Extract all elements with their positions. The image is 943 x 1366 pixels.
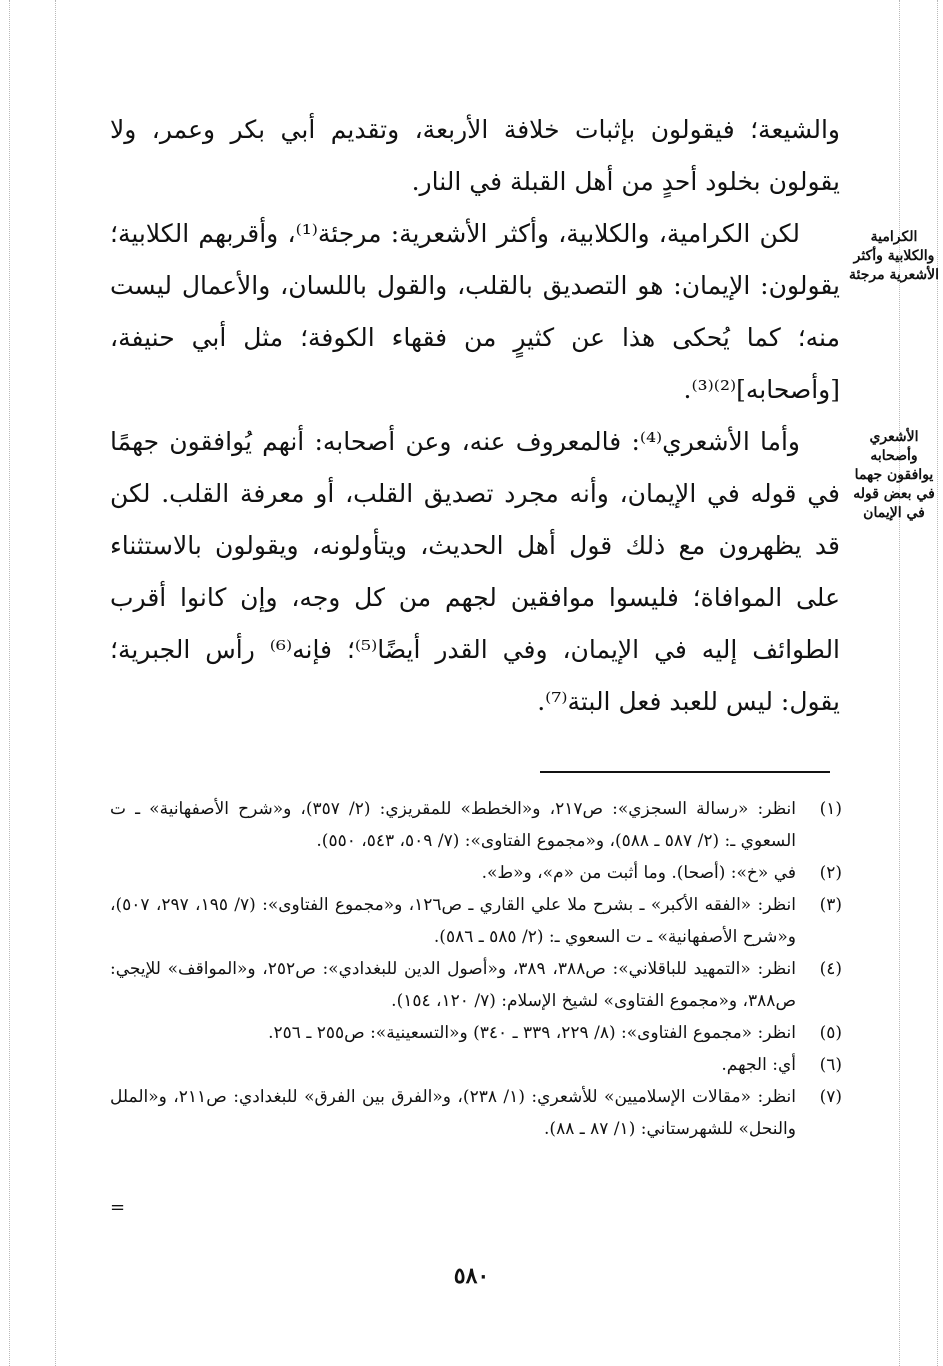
footnote-number: (٤) (819, 959, 842, 979)
page-number: ٥٨٠ (453, 1263, 490, 1289)
footnote (110, 1049, 842, 1081)
footnote-number: (١) (819, 799, 842, 819)
continuation-mark: = (110, 1197, 126, 1218)
paragraph: والشيعة؛ فيقولون بإثبات خلافة الأربعة، وتقديم أبي بكر وعمر، ولا يقولون بخلود أحدٍ من أهل القبلة في النار. (110, 115, 840, 196)
margin-heading: الأشعري وأصحابه يوافقون جهما في بعض قوله في الإيمان (853, 429, 935, 521)
footnote (110, 889, 842, 953)
footnote (110, 1081, 842, 1145)
footnote-text: أي: الجهم. (721, 1055, 796, 1075)
footnote-number: (٥) (819, 1023, 842, 1043)
footnote-number: (٢) (819, 863, 842, 883)
margin-heading: الكرامية والكلابية وأكثر الأشعرية مرجئة (849, 229, 939, 283)
footnote (110, 1017, 842, 1049)
paragraph: لكن الكرامية، والكلابية، وأكثر الأشعرية: مرجئة⁽¹⁾، وأقربهم الكلابية؛ يقولون: الإيمان: هو التصديق بالقلب، والقول باللسان، والأعمال ليست منه؛ كما يُحكى هذا عن كثيرٍ من فقهاء الكوفة؛ مثل أبي حنيفة، [وأصحابه]⁽²⁾⁽³⁾. (110, 219, 840, 404)
footnote-text: انظر: «التمهيد للباقلاني»: ص٣٨٨، ٣٨٩، و«أصول الدين للبغدادي»: ص٢٥٢، و«المواقف» للإيجي: ص٣٨٨، و«مجموع الفتاوى» لشيخ الإسلام: (٧/ ١٢٠، ١٥٤). (110, 959, 796, 1011)
footnote-text: انظر: «الفقه الأكبر» ـ بشرح ملا علي القاري ـ ص١٢٦، و«مجموع الفتاوى»: (٧/ ١٩٥، ٢٩٧، ٥٠٧)، و«شرح الأصفهانية» ـ ت السعوي ـ: (٢/ ٥٨٥ ـ ٥٨٦). (110, 895, 797, 947)
paragraph: وأما الأشعري⁽⁴⁾: فالمعروف عنه، وعن أصحابه: أنهم يُوافقون جهمًا في قوله في الإيمان، وأنه مجرد تصديق القلب، أو معرفة القلب. لكن قد يظهرون مع ذلك قول أهل الحديث، ويتأولونه، ويقولون بالاستثناء على الموافاة؛ فليسوا موافقين لجهم من كل وجه، وإن كانوا أقرب الطوائف إليه في الإيمان، وفي القدر أيضًا⁽⁵⁾؛ فإنه⁽⁶⁾ رأس الجبرية؛ يقول: ليس للعبد فعل البتة⁽⁷⁾. (110, 427, 841, 716)
footnote (110, 857, 842, 889)
footnote (110, 793, 842, 857)
footnote-text: انظر: «مجموع الفتاوى»: (٨/ ٢٢٩، ٣٣٩ ـ ٣٤٠) و«التسعينية»: ص٢٥٥ ـ ٢٥٦. (268, 1023, 796, 1043)
footnote-number: (٣) (819, 895, 842, 915)
footnote-text: انظر: «رسالة السجزي»: ص٢١٧، و«الخطط» للمقريزي: (٢/ ٣٥٧)، و«شرح الأصفهانية» ـ ت السعوي ـ: (٢/ ٥٨٧ ـ ٥٨٨)، و«مجموع الفتاوى»: (٧/ ٥٠٩، ٥٤٣، ٥٥٠). (110, 799, 796, 851)
main-text (110, 104, 840, 728)
footnote-text: انظر: «مقالات الإسلاميين» للأشعري: (١/ ٢٣٨)، و«الفرق بين الفرق» للبغدادي: ص٢١١، و«الملل والنحل» للشهرستاني: (١/ ٨٧ ـ ٨٨). (110, 1087, 796, 1139)
footnote-text: في «خ»: (أصحا). وما أثبت من «م»، و«ط». (481, 863, 796, 883)
footnotes (110, 793, 842, 1145)
footnote-separator (540, 771, 830, 773)
footnote-number: (٧) (819, 1087, 842, 1107)
footnote (110, 953, 842, 1017)
footnote-number: (٦) (819, 1055, 842, 1075)
